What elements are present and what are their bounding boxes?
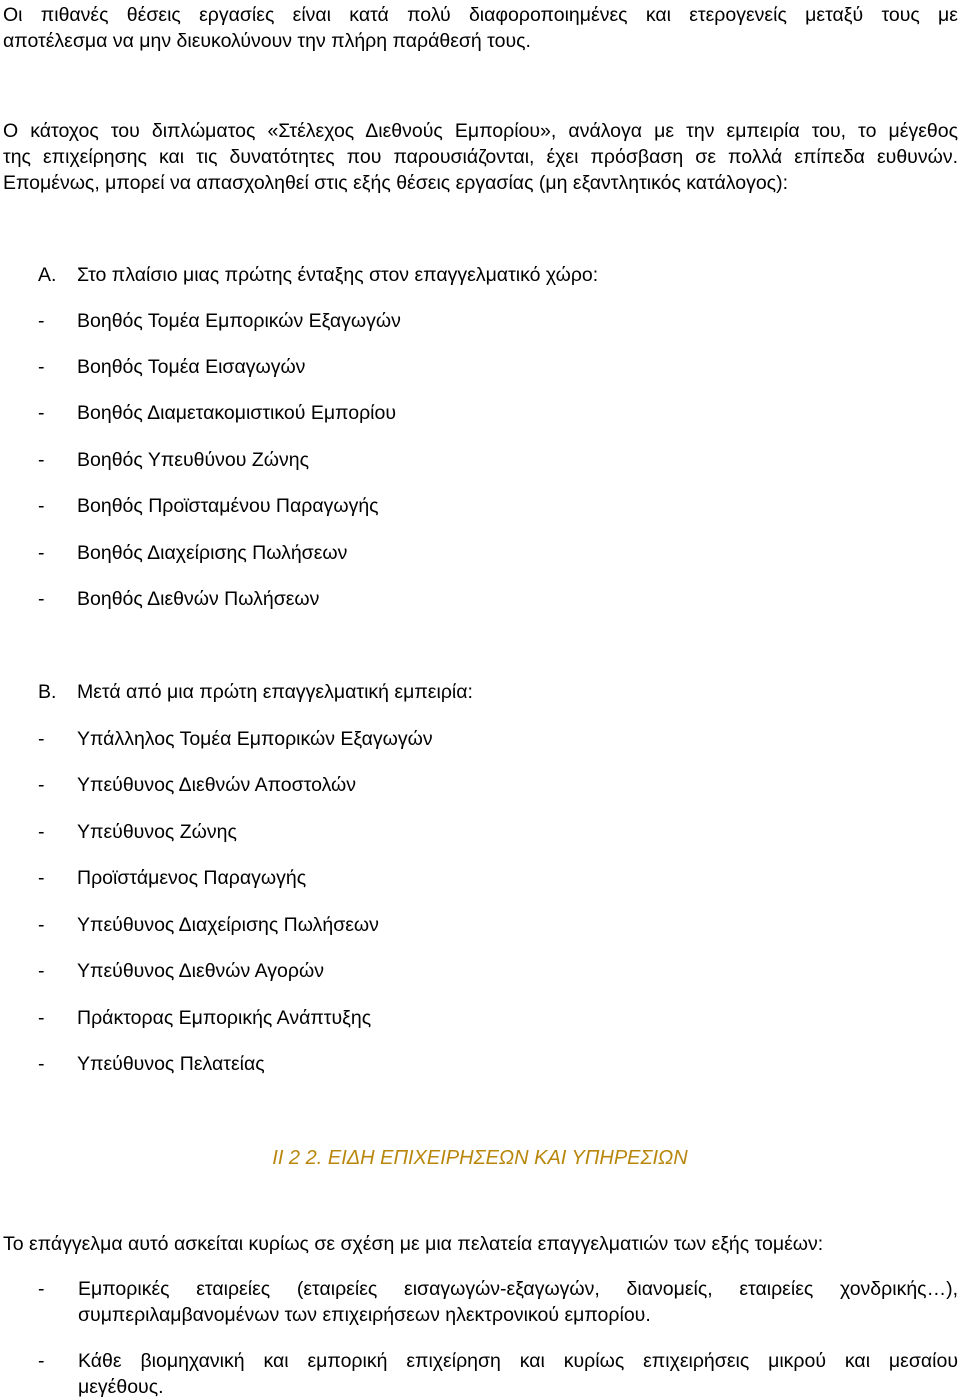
list-item: - Υπεύθυνος Πελατείας bbox=[38, 1053, 265, 1075]
holder-line-1: Ο κάτοχος του διπλώματος «Στέλεχος Διεθνούς Εμπορίου», ανάλογα με την εμπειρία του, το μέγεθος bbox=[3, 120, 958, 142]
list-item: - Βοηθός Διαχείρισης Πωλήσεων bbox=[38, 542, 348, 564]
list-item: - Πράκτορας Εμπορικής Ανάπτυξης bbox=[38, 1007, 372, 1029]
holder-paragraph bbox=[3, 118, 958, 196]
holder-line-2: της επιχείρησης και τις δυνατότητες που παρουσιάζονται, έχει πρόσβαση σε πολλά επίπεδα ευθυνών. bbox=[3, 146, 958, 168]
sector-1-line-2: συμπεριλαμβανομένων των επιχειρήσεων ηλεκτρονικού εμπορίου. bbox=[78, 1304, 651, 1326]
list-item: - Υπεύθυνος Διαχείρισης Πωλήσεων bbox=[38, 914, 379, 936]
sector-bullet: - Κάθε βιομηχανική και εμπορική επιχείρηση και κυρίως επιχειρήσεις μικρού και μεσαίου μεγέθους. bbox=[38, 1350, 958, 1398]
section-a-letter: Α. bbox=[38, 264, 57, 286]
list-item: - Βοηθός Προϊσταμένου Παραγωγής bbox=[38, 495, 379, 517]
intro-line-2: αποτέλεσμα να μην διευκολύνουν την πλήρη παράθεσή τους. bbox=[3, 30, 531, 52]
section-b-title: Μετά από μια πρώτη επαγγελματική εμπειρία: bbox=[77, 681, 473, 703]
list-item: - Βοηθός Διεθνών Πωλήσεων bbox=[38, 588, 320, 610]
list-item: - Υπεύθυνος Διεθνών Αγορών bbox=[38, 960, 324, 982]
sector-bullet: - Εμπορικές εταιρείες (εταιρείες εισαγωγών-εξαγωγών, διανομείς, εταιρείες χονδρικής…), συμπεριλαμβανομένων των επιχειρήσεων ηλεκτρονικού εμπορίου. bbox=[38, 1278, 958, 1326]
section-b-heading bbox=[38, 679, 473, 705]
list-item: - Προϊστάμενος Παραγωγής bbox=[38, 867, 307, 889]
sector-1-line-1: Εμπορικές εταιρείες (εταιρείες εισαγωγών-εξαγωγών, διανομείς, εταιρείες χονδρικής…), bbox=[78, 1278, 958, 1300]
intro-paragraph bbox=[3, 2, 958, 54]
sector-2-line-2: μεγέθους. bbox=[78, 1376, 164, 1398]
list-item: - Υπεύθυνος Διεθνών Αποστολών bbox=[38, 774, 357, 796]
list-item: - Βοηθός Διαμετακομιστικού Εμπορίου bbox=[38, 402, 397, 424]
list-item: - Υπάλληλος Τομέα Εμπορικών Εξαγωγών bbox=[38, 728, 433, 750]
sector-2-line-1: Κάθε βιομηχανική και εμπορική επιχείρηση και κυρίως επιχειρήσεις μικρού και μεσαίου bbox=[78, 1350, 958, 1372]
section-a-heading bbox=[38, 262, 598, 288]
list-item: - Υπεύθυνος Ζώνης bbox=[38, 821, 237, 843]
list-item: - Βοηθός Τομέα Εμπορικών Εξαγωγών bbox=[38, 310, 401, 332]
list-item: - Βοηθός Υπευθύνου Ζώνης bbox=[38, 449, 309, 471]
sectors-intro: Το επάγγελμα αυτό ασκείται κυρίως σε σχέση με μια πελατεία επαγγελματιών των εξής τομέων: bbox=[3, 1233, 824, 1255]
list-item: - Βοηθός Τομέα Εισαγωγών bbox=[38, 356, 306, 378]
section-heading: ΙΙ 2 2. ΕΙΔΗ ΕΠΙΧΕΙΡΗΣΕΩΝ ΚΑΙ ΥΠΗΡΕΣΙΩΝ bbox=[272, 1147, 688, 1169]
section-a-title: Στο πλαίσιο μιας πρώτης ένταξης στον επαγγελματικό χώρο: bbox=[77, 264, 599, 286]
holder-line-3: Επομένως, μπορεί να απασχοληθεί στις εξής θέσεις εργασίας (μη εξαντλητικός κατάλογος): bbox=[3, 172, 788, 194]
section-b-letter: Β. bbox=[38, 681, 57, 703]
intro-line-1: Οι πιθανές θέσεις εργασίες είναι κατά πολύ διαφοροποιημένες και ετερογενείς μεταξύ τους με bbox=[3, 4, 958, 26]
